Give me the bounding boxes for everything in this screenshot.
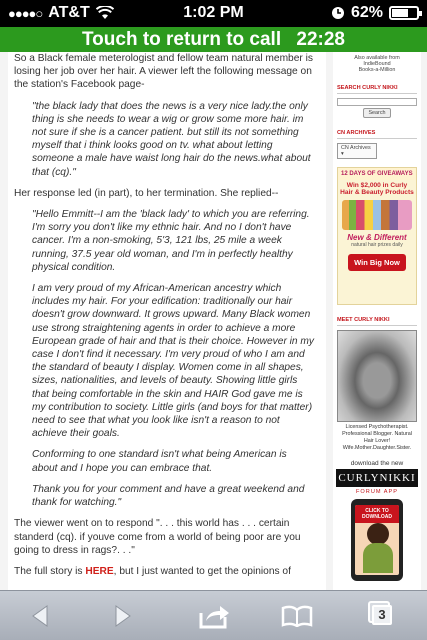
status-right	[331, 4, 419, 22]
story-link[interactable]: HERE	[85, 565, 114, 577]
ad-win-text: Win $2,000 in Curly Hair & Beauty Products	[340, 182, 414, 196]
battery-icon	[389, 6, 419, 20]
ad-new-text: New & Different	[347, 233, 407, 242]
search-title: SEARCH CURLY NIKKI	[337, 83, 417, 94]
story-suffix: , but I just wanted to get the opinions of	[113, 565, 291, 577]
response-lead: Her response led (in part), to her termination. She replied--	[14, 187, 279, 199]
back-arrow-icon	[29, 604, 51, 628]
illustration-body	[363, 543, 393, 573]
call-timer: 22:28	[296, 29, 346, 50]
back-button[interactable]	[22, 599, 58, 633]
battery-percent: 62%	[350, 4, 383, 21]
ad-products-image	[342, 200, 412, 230]
signal-strength-icon: ●●●●○	[8, 5, 43, 21]
forward-arrow-icon	[112, 604, 134, 628]
phone-image	[351, 499, 403, 581]
reply-paragraph-2: I am very proud of my African-American ancestry which includes my hair. For your edification: traditionally our hair doesn't grow downward. It grows upward. Many Black women use strong straightening agents in order to achieve a more European grade of hair and that is their choice. However in my case I don't find it necessary. I'm very proud of who I am and the standard of beauty I display. Women come in all shapes, sizes, nationalities, and levels of beauty. Showing little girls that being comfortable in the skin and HAIR God gave me is my contribution to society. Little girls (and boys for that matter) need to see that what you look like isn't a reason to not achieve their goals.	[32, 283, 315, 440]
books-a-million-link[interactable]: Books-a-Million	[358, 67, 396, 73]
tabs-button[interactable]	[363, 599, 399, 633]
archives-select[interactable]: CN Archives ▾	[337, 143, 377, 159]
bookmarks-button[interactable]	[279, 599, 315, 633]
illustration-head	[367, 523, 389, 545]
archives-title: CN ARCHIVES	[337, 128, 417, 139]
forward-button[interactable]	[105, 599, 141, 633]
forum-app-label: FORUM APP	[356, 489, 398, 495]
phone-download-cta: CLICK TO DOWNLOAD	[355, 505, 399, 523]
reply-paragraph-4: Thank you for your comment and have a great weekend and thank for watching."	[32, 483, 305, 509]
app-download-widget[interactable]	[336, 460, 418, 581]
ad-sub-text: natural hair prizes daily	[351, 242, 403, 248]
carrier-label: AT&T	[48, 4, 90, 21]
download-label: download the new	[350, 460, 404, 467]
story-line	[14, 565, 320, 578]
archives-widget	[337, 128, 417, 159]
status-time: 1:02 PM	[183, 4, 244, 21]
viewer-quote: "the black lady that does the news is a very nice lady.the only thing is she needs to wear a wig or grow some more hair. im not sure if she is a cancer patient. but still its not something myself that i think looks good on tv. what about letting someone a male have waist long hair do the news.what about that (cq)."	[32, 100, 311, 178]
author-bio: Licensed Psychotherapist. Professional Blogger. Natural Hair Lover! Wife.Mother.Daughter.Sister.	[342, 424, 412, 451]
share-button[interactable]	[196, 599, 232, 633]
author-photo	[337, 330, 417, 422]
safari-toolbar	[0, 590, 427, 640]
web-page[interactable]	[0, 52, 427, 590]
phone-screen	[355, 505, 399, 575]
search-widget	[337, 83, 417, 118]
reply-paragraph-3: Conforming to one standard isn't what being American is about and I hope you can embrace that.	[32, 449, 287, 474]
available-from	[337, 55, 417, 73]
story-prefix: The full story is	[14, 565, 86, 577]
curlynikki-logo: CURLYNIKKI	[336, 469, 418, 487]
clock-icon	[331, 6, 345, 20]
share-icon	[198, 603, 230, 629]
viewer-followup: The viewer went on to respond ". . . this world has . . . certain standerd (cq). if youve come from a world of being poor are you going to dress in rags?. . ."	[14, 518, 301, 556]
meet-widget	[337, 315, 417, 452]
bookmarks-book-icon	[281, 605, 313, 627]
ad-win-big-button[interactable]: Win Big Now	[348, 254, 406, 271]
indiebound-link[interactable]: IndieBound	[363, 61, 391, 67]
reply-paragraph-1: "Hello Emmitt--I am the 'black lady' to which you are referring. I'm sorry you don't like my ethnic hair. And no I don't have cancer. I'm a non-smoking, 5'3, 121 lbs, 25 mile a week running, 37.5 year old woman, and I'm in perfectly healthy physical condition.	[32, 209, 310, 273]
ad-header: 12 DAYS OF GIVEAWAYS	[338, 168, 416, 180]
battery-level-fill	[392, 9, 408, 17]
status-bar	[0, 0, 427, 27]
article-intro: So a Black female meterologist and fellow team natural member is losing her job over her hair. A viewer left the following message on the station's Facebook page-	[14, 53, 313, 91]
article-column	[8, 52, 326, 590]
tab-count-badge: 3	[372, 605, 392, 625]
available-line-1: Also available from	[354, 55, 400, 61]
archives-select-value: CN Archives	[341, 145, 371, 151]
return-to-call-bar[interactable]	[0, 27, 427, 52]
meet-title: MEET CURLY NIKKI	[337, 315, 417, 326]
giveaway-ad[interactable]	[337, 167, 417, 305]
search-input[interactable]	[337, 98, 417, 106]
search-button[interactable]: Search	[363, 108, 390, 118]
sidebar	[333, 52, 421, 590]
return-to-call-label: Touch to return to call	[81, 29, 282, 50]
